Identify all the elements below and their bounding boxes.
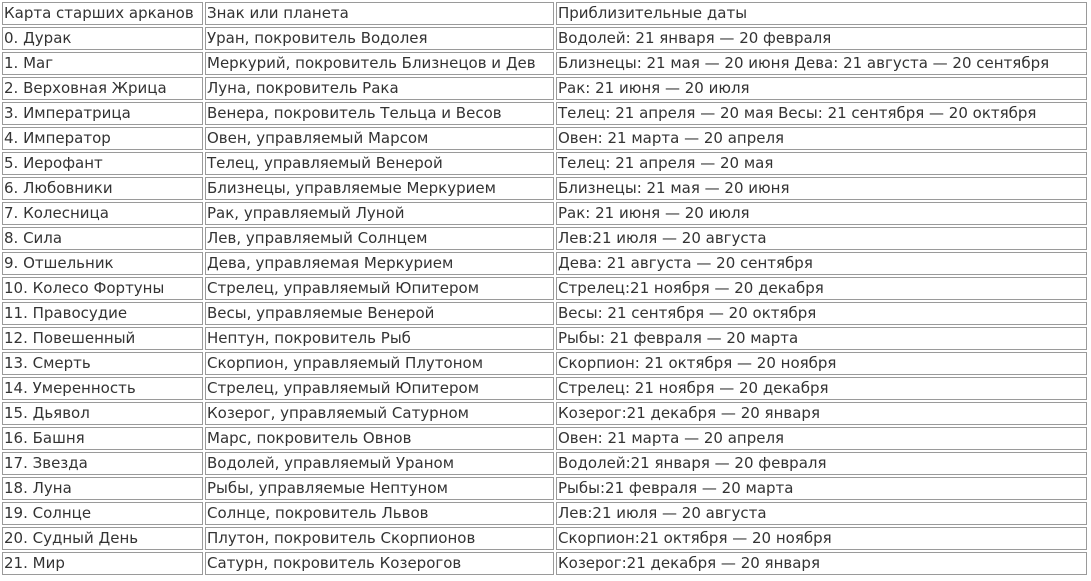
- card-cell: 10. Колесо Фортуны: [2, 277, 203, 300]
- table-row: [2, 427, 1087, 450]
- sign-cell: Близнецы, управляемые Меркурием: [205, 177, 554, 200]
- table-row: [2, 252, 1087, 275]
- table-row: [2, 102, 1087, 125]
- card-cell: 7. Колесница: [2, 202, 203, 225]
- table-row: [2, 402, 1087, 425]
- dates-cell: Козерог:21 декабря — 20 января: [556, 552, 1087, 575]
- card-cell: 9. Отшельник: [2, 252, 203, 275]
- dates-cell: Телец: 21 апреля — 20 мая: [556, 152, 1087, 175]
- sign-cell: Телец, управляемый Венерой: [205, 152, 554, 175]
- sign-cell: Стрелец, управляемый Юпитером: [205, 377, 554, 400]
- sign-cell: Рыбы, управляемые Нептуном: [205, 477, 554, 500]
- sign-cell: Козерог, управляемый Сатурном: [205, 402, 554, 425]
- table-row: [2, 227, 1087, 250]
- header-card: Карта старших арканов: [2, 2, 203, 25]
- table-row: [2, 27, 1087, 50]
- table-row: [2, 277, 1087, 300]
- table-row: [2, 127, 1087, 150]
- table-row: [2, 502, 1087, 525]
- dates-cell: Близнецы: 21 мая — 20 июня Дева: 21 августа — 20 сентября: [556, 52, 1087, 75]
- dates-cell: Водолей: 21 января — 20 февраля: [556, 27, 1087, 50]
- card-cell: 17. Звезда: [2, 452, 203, 475]
- sign-cell: Плутон, покровитель Скорпионов: [205, 527, 554, 550]
- card-cell: 18. Луна: [2, 477, 203, 500]
- card-cell: 2. Верховная Жрица: [2, 77, 203, 100]
- card-cell: 0. Дурак: [2, 27, 203, 50]
- sign-cell: Дева, управляемая Меркурием: [205, 252, 554, 275]
- card-cell: 1. Маг: [2, 52, 203, 75]
- table-row: [2, 477, 1087, 500]
- sign-cell: Марс, покровитель Овнов: [205, 427, 554, 450]
- card-cell: 21. Мир: [2, 552, 203, 575]
- dates-cell: Стрелец:21 ноября — 20 декабря: [556, 277, 1087, 300]
- dates-cell: Овен: 21 марта — 20 апреля: [556, 127, 1087, 150]
- sign-cell: Стрелец, управляемый Юпитером: [205, 277, 554, 300]
- dates-cell: Весы: 21 сентября — 20 октября: [556, 302, 1087, 325]
- sign-cell: Нептун, покровитель Рыб: [205, 327, 554, 350]
- sign-cell: Уран, покровитель Водолея: [205, 27, 554, 50]
- table-row: [2, 202, 1087, 225]
- dates-cell: Овен: 21 марта — 20 апреля: [556, 427, 1087, 450]
- table-row: [2, 77, 1087, 100]
- dates-cell: Скорпион:21 октября — 20 ноября: [556, 527, 1087, 550]
- sign-cell: Сатурн, покровитель Козерогов: [205, 552, 554, 575]
- card-cell: 3. Императрица: [2, 102, 203, 125]
- table-row: [2, 52, 1087, 75]
- dates-cell: Рак: 21 июня — 20 июля: [556, 77, 1087, 100]
- card-cell: 15. Дьявол: [2, 402, 203, 425]
- dates-cell: Лев:21 июля — 20 августа: [556, 502, 1087, 525]
- card-cell: 6. Любовники: [2, 177, 203, 200]
- sign-cell: Солнце, покровитель Львов: [205, 502, 554, 525]
- card-cell: 11. Правосудие: [2, 302, 203, 325]
- table-row: [2, 177, 1087, 200]
- sign-cell: Весы, управляемые Венерой: [205, 302, 554, 325]
- sign-cell: Меркурий, покровитель Близнецов и Дев: [205, 52, 554, 75]
- sign-cell: Лев, управляемый Солнцем: [205, 227, 554, 250]
- card-cell: 12. Повешенный: [2, 327, 203, 350]
- table-row: [2, 377, 1087, 400]
- sign-cell: Скорпион, управляемый Плутоном: [205, 352, 554, 375]
- dates-cell: Скорпион: 21 октября — 20 ноября: [556, 352, 1087, 375]
- table-row: [2, 552, 1087, 575]
- dates-cell: Рак: 21 июня — 20 июля: [556, 202, 1087, 225]
- header-dates: Приблизительные даты: [556, 2, 1087, 25]
- dates-cell: Дева: 21 августа — 20 сентября: [556, 252, 1087, 275]
- table-row: [2, 152, 1087, 175]
- table-row: [2, 352, 1087, 375]
- sign-cell: Венера, покровитель Тельца и Весов: [205, 102, 554, 125]
- dates-cell: Рыбы:21 февраля — 20 марта: [556, 477, 1087, 500]
- table-row: [2, 327, 1087, 350]
- header-sign: Знак или планета: [205, 2, 554, 25]
- card-cell: 19. Солнце: [2, 502, 203, 525]
- dates-cell: Козерог:21 декабря — 20 января: [556, 402, 1087, 425]
- card-cell: 14. Умеренность: [2, 377, 203, 400]
- dates-cell: Близнецы: 21 мая — 20 июня: [556, 177, 1087, 200]
- sign-cell: Луна, покровитель Рака: [205, 77, 554, 100]
- table-header-row: [2, 2, 1087, 25]
- sign-cell: Водолей, управляемый Ураном: [205, 452, 554, 475]
- dates-cell: Стрелец: 21 ноября — 20 декабря: [556, 377, 1087, 400]
- table-row: [2, 302, 1087, 325]
- card-cell: 20. Судный День: [2, 527, 203, 550]
- card-cell: 13. Смерть: [2, 352, 203, 375]
- card-cell: 5. Иерофант: [2, 152, 203, 175]
- dates-cell: Рыбы: 21 февраля — 20 марта: [556, 327, 1087, 350]
- dates-cell: Лев:21 июля — 20 августа: [556, 227, 1087, 250]
- card-cell: 4. Император: [2, 127, 203, 150]
- sign-cell: Рак, управляемый Луной: [205, 202, 554, 225]
- dates-cell: Телец: 21 апреля — 20 мая Весы: 21 сентября — 20 октября: [556, 102, 1087, 125]
- sign-cell: Овен, управляемый Марсом: [205, 127, 554, 150]
- card-cell: 8. Сила: [2, 227, 203, 250]
- table-row: [2, 452, 1087, 475]
- card-cell: 16. Башня: [2, 427, 203, 450]
- table-row: [2, 527, 1087, 550]
- dates-cell: Водолей:21 января — 20 февраля: [556, 452, 1087, 475]
